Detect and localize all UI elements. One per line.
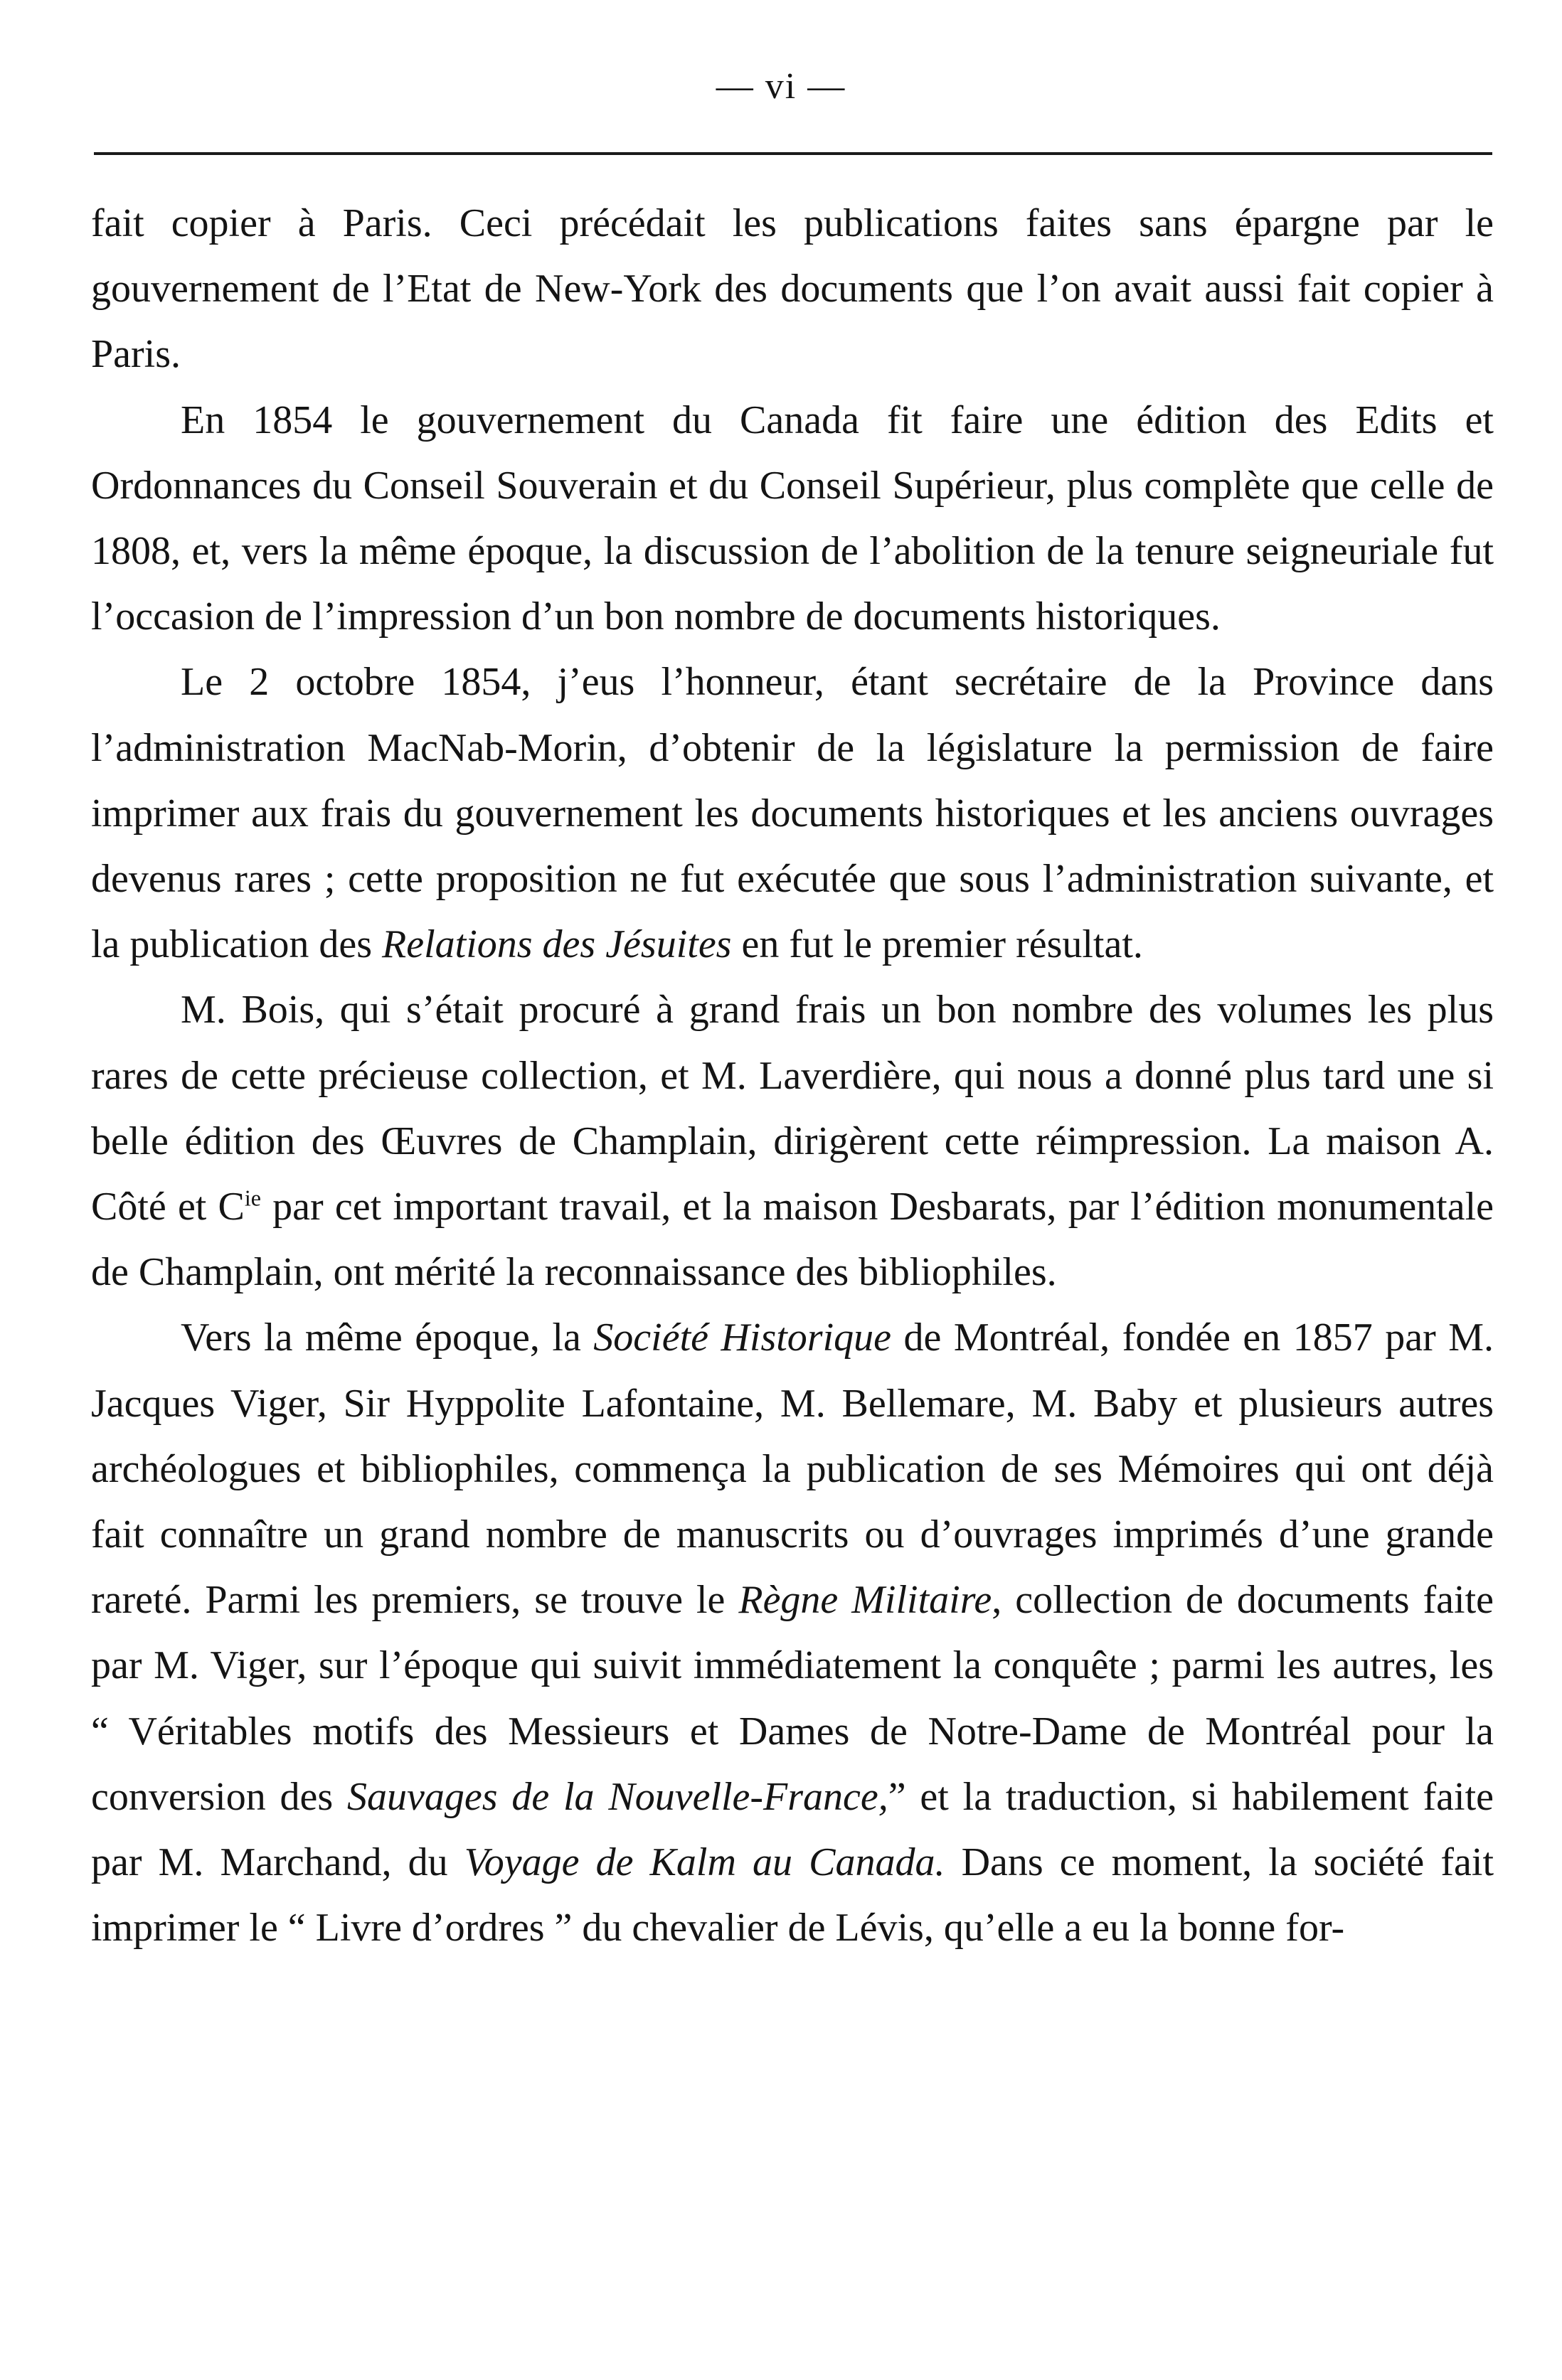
paragraph [91,191,1494,388]
italic-title: Sauvages de la Nouvelle-France, [347,1774,888,1819]
text-run: Dans ce moment, la société fait imprimer le “ Livre d’ordres ” du chevalier de Lévis, qu’elle a eu la bonne for- [91,1840,1494,1951]
text-run: fait copier à Paris. Ceci précédait les publications faites sans épargne par le gouvernement de l’Etat de New-York des documents que l’on avait aussi fait copier à Paris. [91,201,1494,377]
text-run: Vers la même époque, la [181,1316,594,1360]
text-run: en fut le premier résultat. [731,922,1143,967]
paragraph [91,649,1494,977]
page-number: — vi — [716,66,846,107]
text-run: M. Bois, qui s’était procuré à grand frais un bon nombre des volumes les plus rares de cette précieuse collection, et M. Laverdière, qui nous a donné plus tard une si belle édition des Œuvres de Champlain, dirigèrent cette réimpression. La maison A. Côté et C [91,988,1494,1229]
text-run: En 1854 le gouvernement du Canada fit faire une édition des Edits et Ordonnances du Conseil Souverain et du Conseil Supérieur, plus complète que celle de 1808, et, vers la même époque, la discussion de l’abolition de la tenure seigneuriale fut l’occasion de l’impression d’un bon nombre de documents historiques. [91,397,1494,639]
text-run: , collection de documents faite par M. Viger, sur l’époque qui suivit immédiatement la conquête ; parmi les autres, les “ Véritables motifs des Messieurs et Dames de Notre-Dame de Montréal pour la conversion des [91,1578,1494,1819]
header-rule [94,152,1492,155]
paragraph [91,977,1494,1305]
text-run: ” et la traduction, si habilement faite par M. Marchand, du [91,1774,1494,1885]
text-run: Le 2 octobre 1854, j’eus l’honneur, étant secrétaire de la Province dans l’administration MacNab-Morin, d’obtenir de la législature la permission de faire imprimer aux frais du gouvernement les documents historiques et les anciens ouvrages devenus rares ; cette proposition ne fut exécutée que sous l’administration suivante, et la publication des [91,660,1494,967]
text-run: ie [244,1185,261,1211]
body-text [91,191,1494,1960]
paragraph [91,1305,1494,1960]
italic-title: Relations des Jésuites [382,922,732,967]
italic-title: Règne Militaire [738,1578,992,1623]
text-run: par cet important travail, et la maison Desbarats, par l’édition monumentale de Champlain, ont mérité la reconnaissance des bibliophiles. [91,1185,1494,1295]
text-run: de Montréal, fondée en 1857 par M. Jacques Viger, Sir Hyppolite Lafontaine, M. Bellemare, M. Baby et plusieurs autres archéologues et bibliophiles, commença la publication de ses Mémoires qui ont déjà fait connaître un grand nombre de manuscrits ou d’ouvrages imprimés d’une grande rareté. Parmi les premiers, se trouve le [91,1316,1494,1623]
paragraph [91,388,1494,650]
italic-title: Société Historique [593,1316,892,1360]
italic-title: Voyage de Kalm au Canada. [464,1840,945,1885]
